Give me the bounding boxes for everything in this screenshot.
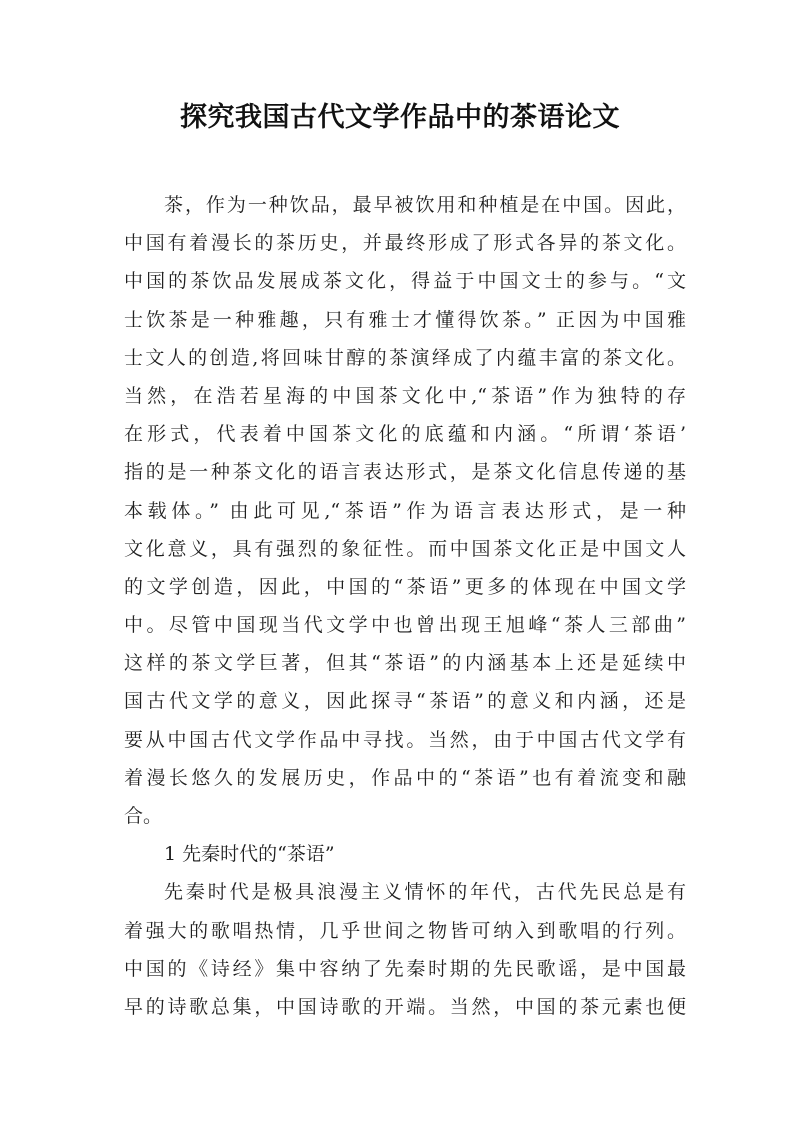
text-line: 文化意义，具有强烈的象征性。而中国茶文化正是中国文人 <box>124 537 686 560</box>
paragraph-intro <box>124 186 686 835</box>
document-title: 探究我国古代文学作品中的茶语论文 <box>180 102 620 133</box>
text-line: 士文人的创造,将回味甘醇的茶演绎成了内蕴丰富的茶文化。 <box>124 346 686 369</box>
text-line: 中。尽管中国现当代文学中也曾出现王旭峰“茶人三部曲” <box>124 614 686 637</box>
paragraph-pre-qin <box>124 873 686 1026</box>
text-line: 本载体。” 由此可见,“茶语”作为语言表达形式，是一种 <box>124 499 686 522</box>
text-line: 合。 <box>124 805 163 827</box>
text-line: 士饮茶是一种雅趣，只有雅士才懂得饮茶。” 正因为中国雅 <box>124 308 686 331</box>
text-line: 着强大的歌唱热情，几乎世间之物皆可纳入到歌唱的行列。 <box>124 919 686 942</box>
section-heading <box>124 835 686 873</box>
text-line: 在形式，代表着中国茶文化的底蕴和内涵。“所谓‘茶语’ <box>124 423 686 446</box>
text-line: 茶，作为一种饮品，最早被饮用和种植是在中国。因此， <box>164 194 686 216</box>
section-heading-text: 1 先秦时代的“茶语” <box>164 843 335 866</box>
text-line: 指的是一种茶文化的语言表达形式，是茶文化信息传递的基 <box>124 461 686 484</box>
text-line: 先秦时代是极具浪漫主义情怀的年代，古代先民总是有 <box>164 881 686 904</box>
text-line: 要从中国古代文学作品中寻找。当然，由于中国古代文学有 <box>124 728 686 751</box>
document-body <box>124 186 686 1026</box>
text-line: 这样的茶文学巨著，但其“茶语”的内涵基本上还是延续中 <box>124 652 686 675</box>
text-line: 中国有着漫长的茶历史，并最终形成了形式各异的茶文化。 <box>124 232 686 255</box>
text-line: 早的诗歌总集，中国诗歌的开端。当然，中国的茶元素也便 <box>124 995 686 1018</box>
text-line: 着漫长悠久的发展历史，作品中的“茶语”也有着流变和融 <box>124 766 686 789</box>
text-line: 国古代文学的意义，因此探寻“茶语”的意义和内涵，还是 <box>124 690 686 713</box>
text-line: 中国的茶饮品发展成茶文化，得益于中国文士的参与。“文 <box>124 270 686 293</box>
text-line: 当然，在浩若星海的中国茶文化中,“茶语”作为独特的存 <box>124 384 686 407</box>
text-line: 的文学创造，因此，中国的“茶语”更多的体现在中国文学 <box>124 575 686 598</box>
text-line: 中国的《诗经》集中容纳了先秦时期的先民歌谣，是中国最 <box>124 957 686 980</box>
